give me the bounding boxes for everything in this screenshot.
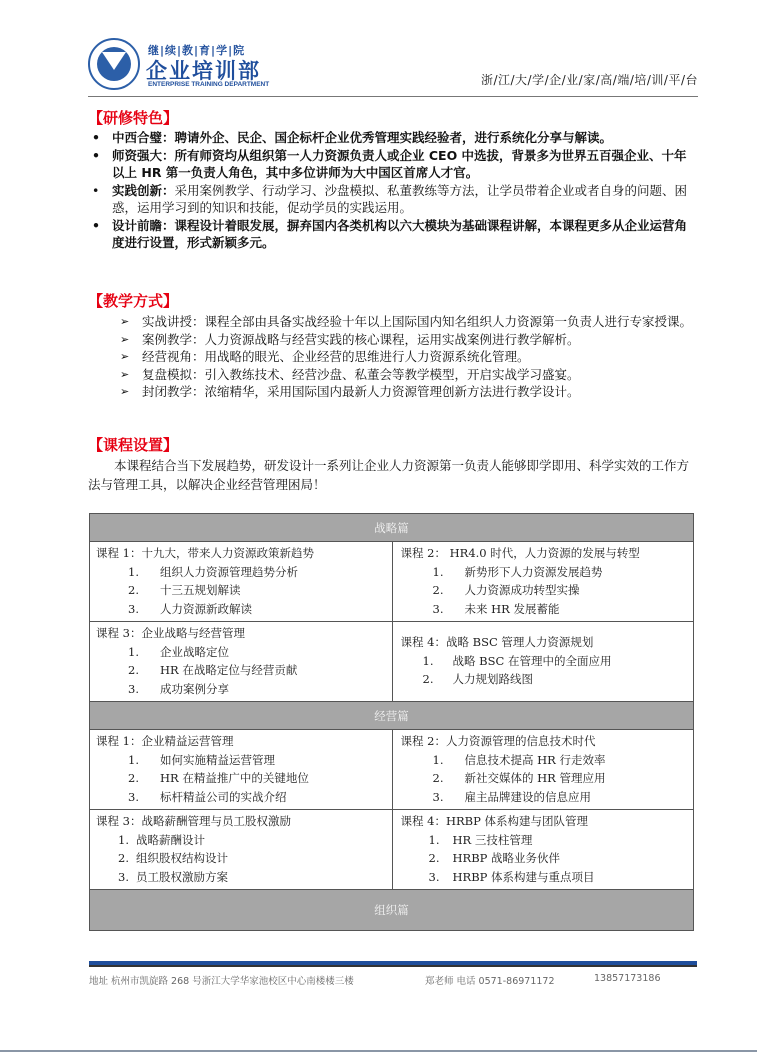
brand-college-name: 继|续|教|育|学|院 <box>148 44 246 57</box>
feature-text: 中西合璧：聘请外企、民企、国企标杆企业优秀管理实践经验者，进行系统化分享与解读。 <box>112 130 613 145</box>
course-item <box>96 788 392 807</box>
item-number: 3. <box>432 789 444 804</box>
item-number: 1. <box>432 564 444 579</box>
features-title: 【研修特色】 <box>88 109 179 127</box>
item-number: 2. <box>128 771 139 785</box>
curriculum-intro: 本课程结合当下发展趋势，研发设计一系列让企业人力资源第一负责人能够即学即用、科学实效的工作方法与管理工具，以解决企业经营管理困局！ <box>88 458 690 492</box>
course-title: 课程 1：企业精益运营管理 <box>96 734 234 748</box>
item-number: 3. <box>118 869 129 884</box>
footer-mobile: 13857173186 <box>594 973 661 984</box>
item-text: 人力资源新政解读 <box>160 601 252 616</box>
course-item <box>96 868 392 887</box>
feature-text: 师资强大：所有师资均从组织第一人力资源负责人或企业 CEO 中选拔，背景多为世界五百强企业、十年以上 HR 第一负责人角色，其中多位讲师为大中国区首席人才官。 <box>112 147 687 180</box>
method-item <box>120 331 700 349</box>
arrow-bullet-icon: ➢ <box>120 367 130 381</box>
course-item <box>401 831 694 850</box>
course-item <box>401 670 694 689</box>
features-list <box>90 129 698 252</box>
course-cell <box>90 542 392 621</box>
item-number: 1. <box>432 752 444 767</box>
course-cell <box>392 622 694 701</box>
course-title: 课程 2：人力资源管理的信息技术时代 <box>400 734 596 748</box>
course-item <box>96 661 392 680</box>
course-item <box>96 751 392 770</box>
section-band-organization: 组织篇 <box>90 890 693 930</box>
item-number: 1. <box>428 832 440 847</box>
arrow-bullet-icon: ➢ <box>120 385 130 398</box>
item-number: 1. <box>422 653 434 668</box>
bullet-dot-icon: • <box>92 130 100 145</box>
course-cell <box>392 542 694 621</box>
course-item <box>401 563 694 582</box>
method-text: 复盘模拟：引入教练技术、经营沙盘、私董会等教学模型，开启实战学习盛宴。 <box>142 366 580 382</box>
item-number: 3. <box>128 789 139 804</box>
section-band-operations: 经营篇 <box>90 702 693 730</box>
course-title: 课程 2： HR4.0 时代，人力资源的发展与转型 <box>400 546 640 560</box>
item-text: HR 三技柱管理 <box>452 832 533 847</box>
university-logo-icon <box>88 38 140 90</box>
item-text: 战略 BSC 在管理中的全面应用 <box>452 653 612 668</box>
item-text: 组织股权结构设计 <box>136 851 228 865</box>
course-item <box>96 831 392 850</box>
course-item <box>96 643 392 662</box>
course-item <box>401 788 694 807</box>
table-row <box>90 622 693 702</box>
item-number: 2. <box>128 583 139 597</box>
course-cell <box>392 730 694 809</box>
item-text: 新势形下人力资源发展趋势 <box>464 564 603 579</box>
brand-english-name: ENTERPRISE TRAINING DEPARTMENT <box>148 81 270 88</box>
method-text: 经营视角：用战略的眼光、企业经营的思维进行人力资源系统化管理。 <box>142 349 530 364</box>
footer-address: 地址 杭州市凯旋路 268 号浙江大学华家池校区中心南楼楼三楼 <box>89 976 354 987</box>
method-item <box>120 313 700 331</box>
feature-lead: 实践创新： <box>112 182 175 198</box>
method-item <box>120 348 700 366</box>
header-divider <box>88 96 698 97</box>
header-slogan: 浙/江/大/学/企/业/家/高/端/培/训/平/台 <box>480 73 698 87</box>
item-number: 1. <box>128 564 139 579</box>
item-text: 成功案例分享 <box>160 681 229 696</box>
course-item <box>96 769 392 788</box>
course-item <box>401 600 694 619</box>
course-title: 课程 4：战略 BSC 管理人力资源规划 <box>400 635 594 650</box>
arrow-bullet-icon: ➢ <box>120 332 130 346</box>
feature-text: 设计前瞻：课程设计着眼发展，摒弃国内各类机构以六大模块为基础课程讲解，本课程更多从企业运营角度进行设置，形式新颖多元。 <box>112 217 688 250</box>
arrow-bullet-icon: ➢ <box>120 315 130 328</box>
item-text: 新社交媒体的 HR 管理应用 <box>464 771 606 785</box>
course-item <box>401 581 694 600</box>
item-number: 2. <box>432 583 444 597</box>
item-text: 人力资源成功转型实操 <box>464 583 580 597</box>
item-text: HR 在战略定位与经营贡献 <box>160 663 298 677</box>
item-text: HRBP 战略业务伙伴 <box>452 851 561 865</box>
item-text: 组织人力资源管理趋势分析 <box>160 564 298 579</box>
feature-item <box>90 147 698 182</box>
course-item <box>96 849 392 868</box>
page-header <box>88 38 698 96</box>
course-title: 课程 3：战略薪酬管理与员工股权激励 <box>96 814 291 828</box>
item-text: 战略薪酬设计 <box>136 832 205 847</box>
item-text: 十三五规划解读 <box>160 583 241 597</box>
feature-item <box>90 129 698 147</box>
item-number: 3. <box>428 869 440 884</box>
bullet-dot-icon: • <box>92 182 100 198</box>
bullet-dot-icon: • <box>92 147 100 163</box>
course-item <box>96 581 392 600</box>
item-text: 员工股权激励方案 <box>136 869 228 884</box>
feature-item <box>90 182 698 217</box>
curriculum-title: 【课程设置】 <box>88 436 179 454</box>
item-text: 标杆精益公司的实战介绍 <box>160 789 287 804</box>
course-item <box>96 563 392 582</box>
item-text: 企业战略定位 <box>160 644 229 659</box>
method-text: 案例教学：人力资源战略与经营实践的核心课程，运用实战案例进行教学解析。 <box>142 331 580 347</box>
course-item <box>401 652 694 671</box>
arrow-bullet-icon: ➢ <box>120 350 130 363</box>
course-title: 课程 1：十九大，带来人力资源政策新趋势 <box>96 546 314 560</box>
methods-title: 【教学方式】 <box>88 292 179 310</box>
course-item <box>96 600 392 619</box>
item-number: 2. <box>432 771 444 785</box>
course-title: 课程 4：HRBP 体系构建与团队管理 <box>400 814 589 828</box>
course-cell <box>90 730 392 809</box>
item-text: 未来 HR 发展蓄能 <box>464 601 560 616</box>
brand-department-name: 企业培训部 <box>146 59 261 83</box>
bullet-dot-icon: • <box>92 217 100 233</box>
item-number: 2. <box>128 663 139 677</box>
course-item <box>96 680 392 699</box>
course-item <box>401 769 694 788</box>
course-item <box>401 868 694 887</box>
footer-contact: 郑老师 电话 0571-86971172 <box>425 976 555 987</box>
method-item <box>120 383 700 401</box>
item-number: 1. <box>128 752 139 767</box>
course-cell <box>90 622 392 701</box>
item-text: 如何实施精益运营管理 <box>160 752 275 767</box>
feature-item <box>90 217 698 252</box>
course-cell <box>90 810 392 889</box>
course-item <box>401 751 694 770</box>
logo-eagle-shape <box>102 52 126 70</box>
item-text: 雇主品牌建设的信息应用 <box>464 789 591 804</box>
feature-text: 采用案例教学、行动学习、沙盘模拟、私董教练等方法，让学员带着企业或者自身的问题、困惑，运用学习到的知识和技能，促动学员的实践运用。 <box>112 182 688 215</box>
method-text: 实战讲授：课程全部由具备实战经验十年以上国际国内知名组织人力资源第一负责人进行专家授课。 <box>142 314 693 329</box>
course-item <box>401 849 694 868</box>
table-row <box>90 542 693 622</box>
methods-list <box>120 313 700 401</box>
course-title: 课程 3：企业战略与经营管理 <box>96 626 245 640</box>
method-text: 封闭教学：浓缩精华，采用国际国内最新人力资源管理创新方法进行教学设计。 <box>142 384 580 399</box>
item-number: 1. <box>118 832 129 847</box>
section-band-strategy: 战略篇 <box>90 514 693 542</box>
course-table <box>89 513 694 931</box>
item-text: HRBP 体系构建与重点项目 <box>452 869 595 884</box>
footer-divider-shadow <box>89 965 697 967</box>
item-text: HR 在精益推广中的关键地位 <box>160 771 309 785</box>
course-cell <box>392 810 694 889</box>
method-item <box>120 366 700 384</box>
item-number: 2. <box>118 851 129 865</box>
item-number: 1. <box>128 644 139 659</box>
table-row <box>90 810 693 890</box>
item-number: 3. <box>432 601 444 616</box>
item-text: 信息技术提高 HR 行走效率 <box>464 752 606 767</box>
item-number: 2. <box>422 672 434 687</box>
item-number: 2. <box>428 851 440 865</box>
table-row <box>90 730 693 810</box>
item-number: 3. <box>128 601 139 616</box>
item-number: 3. <box>128 681 139 696</box>
item-text: 人力规划路线图 <box>452 672 533 687</box>
